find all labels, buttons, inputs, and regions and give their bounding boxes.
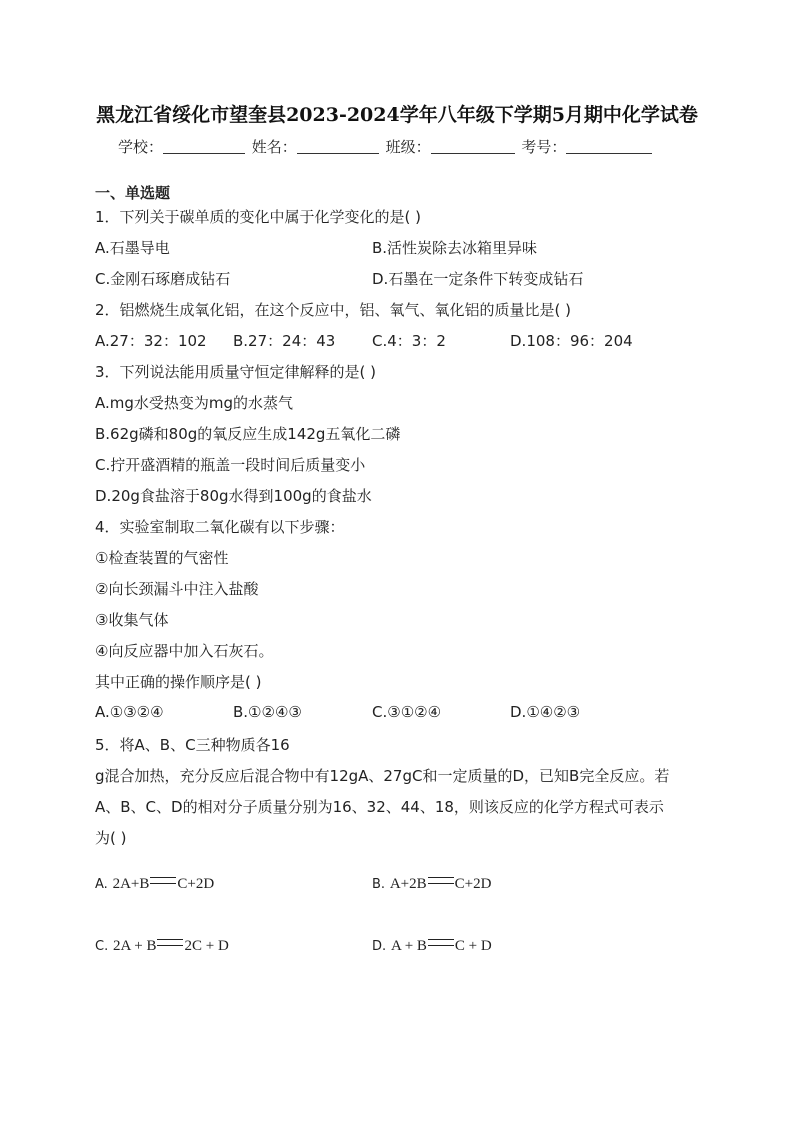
q2-option-b: B.27：24：43	[233, 332, 336, 350]
q5-option-c-products: 2C + D	[184, 938, 229, 954]
q5-option-a-reactants: 2A+B	[112, 876, 150, 892]
q3-option-a: A.mg水受热变为mg的水蒸气	[95, 394, 294, 412]
q5-option-a-products: C+2D	[177, 876, 215, 892]
q4-option-b: B.①②④③	[233, 703, 302, 721]
q5-option-d-label: D.	[372, 939, 387, 954]
q5-option-b	[372, 874, 491, 893]
q5-option-b-label: B.	[372, 877, 386, 892]
q5-option-c-label: C.	[95, 939, 109, 954]
q5-stem-line-4: 为( )	[95, 829, 127, 847]
school-label: 学校：	[118, 138, 164, 156]
q5-option-d-products: C + D	[454, 938, 492, 954]
q5-option-c-reactants: 2A + B	[113, 938, 157, 954]
q3-option-d: D.20g食盐溶于80g水得到100g的食盐水	[95, 487, 372, 505]
class-label: 班级：	[385, 138, 431, 156]
q4-step-2: ②向长颈漏斗中注入盐酸	[95, 580, 259, 598]
q4-option-d: D.①④②③	[510, 703, 581, 721]
q2-stem: 2．铝燃烧生成氧化铝，在这个反应中，铝、氧气、氧化铝的质量比是( )	[95, 301, 572, 319]
q5-option-d-reactants: A + B	[390, 938, 427, 954]
name-blank	[297, 139, 379, 154]
q3-stem: 3．下列说法能用质量守恒定律解释的是( )	[95, 363, 377, 381]
equals-sign-icon	[428, 877, 454, 884]
q5-option-c	[95, 936, 229, 955]
school-blank	[163, 139, 245, 154]
equals-sign-icon	[428, 939, 454, 946]
q5-option-a-label: A.	[95, 877, 108, 892]
q1-option-c: C.金刚石琢磨成钻石	[95, 270, 231, 288]
q5-option-d	[372, 936, 492, 955]
q3-option-c: C.拧开盛酒精的瓶盖一段时间后质量变小	[95, 456, 366, 474]
section-heading: 一、单选题	[95, 184, 171, 202]
exam-no-blank	[566, 139, 652, 154]
q2-option-c: C.4：3：2	[372, 332, 446, 350]
equals-sign-icon	[157, 939, 183, 946]
q4-step-3: ③收集气体	[95, 611, 169, 629]
q4-step-4: ④向反应器中加入石灰石。	[95, 642, 274, 660]
q3-option-b: B.62g磷和80g的氧反应生成142g五氧化二磷	[95, 425, 401, 443]
name-label: 姓名：	[251, 138, 297, 156]
q2-option-d: D.108：96：204	[510, 332, 633, 350]
q4-option-c: C.③①②④	[372, 703, 442, 721]
q5-option-b-products: C+2D	[454, 876, 492, 892]
q1-option-b: B.活性炭除去冰箱里异味	[372, 239, 538, 257]
q4-stem: 4．实验室制取二氧化碳有以下步骤：	[95, 518, 345, 536]
q1-stem: 1．下列关于碳单质的变化中属于化学变化的是( )	[95, 208, 422, 226]
student-info-line	[118, 136, 654, 157]
exam-title: 黑龙江省绥化市望奎县2023-2024学年八年级下学期5月期中化学试卷	[96, 104, 698, 126]
q5-option-b-reactants: A+2B	[389, 876, 427, 892]
q4-option-a: A.①③②④	[95, 703, 164, 721]
q2-option-a: A.27：32：102	[95, 332, 207, 350]
class-blank	[431, 139, 515, 154]
q4-step-1: ①检查装置的气密性	[95, 549, 229, 567]
q1-option-a: A.石墨导电	[95, 239, 170, 257]
q5-stem-line-3: A、B、C、D的相对分子质量分别为16、32、44、18，则该反应的化学方程式可表示	[95, 798, 664, 816]
q5-option-a	[95, 874, 214, 893]
q4-ask: 其中正确的操作顺序是( )	[95, 673, 262, 691]
q5-stem-line-2: g混合加热，充分反应后混合物中有12gA、27gC和一定质量的D，已知B完全反应。若	[95, 767, 670, 785]
q1-option-d: D.石墨在一定条件下转变成钻石	[372, 270, 584, 288]
exam-no-label: 考号：	[521, 138, 567, 156]
equals-sign-icon	[150, 877, 176, 884]
q5-stem-line-1: 5．将A、B、C三种物质各16	[95, 736, 290, 754]
